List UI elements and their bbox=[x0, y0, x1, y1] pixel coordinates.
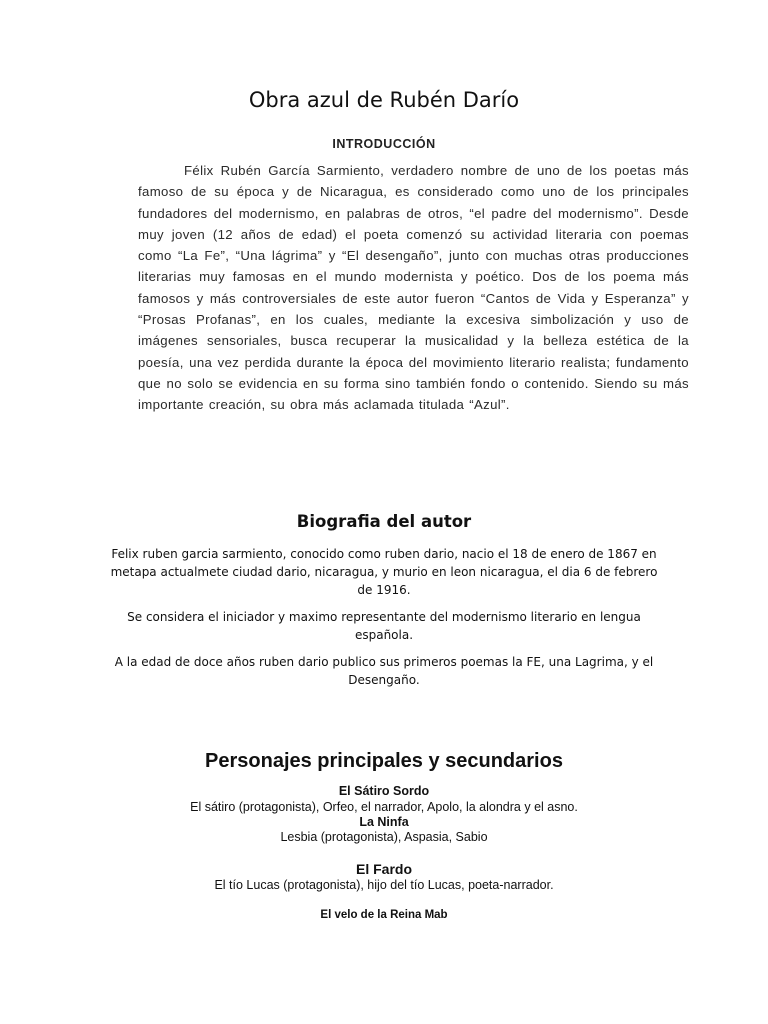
introduction-heading: INTRODUCCIÓN bbox=[332, 137, 436, 151]
work-characters-satiro-sordo: El sátiro (protagonista), Orfeo, el narrador, Apolo, la alondra y el asno. bbox=[190, 800, 578, 814]
work-title-satiro-sordo: El Sátiro Sordo bbox=[338, 784, 430, 798]
biography-paragraph-birth: Felix ruben garcia sarmiento, conocido como ruben dario, nacio el 18 de enero de 1867 en metapa actualmete ciudad dario, nicaragua, y murio en leon nicaragua, el dia 6 de febrero de 1916. bbox=[110, 547, 658, 597]
work-title-el-fardo: El Fardo bbox=[355, 861, 412, 877]
characters-heading: Personajes principales y secundarios bbox=[205, 750, 563, 772]
work-title-velo-reina-mab: El velo de la Reina Mab bbox=[320, 909, 448, 921]
document-title: Obra azul de Rubén Darío bbox=[248, 88, 520, 112]
work-characters-el-fardo: El tío Lucas (protagonista), hijo del tío Lucas, poeta-narrador. bbox=[214, 878, 554, 892]
biography-heading: Biografia del autor bbox=[296, 512, 472, 531]
work-characters-la-ninfa: Lesbia (protagonista), Aspasia, Sabio bbox=[280, 830, 488, 844]
work-title-la-ninfa: La Ninfa bbox=[359, 815, 409, 829]
biography-paragraph-first-poems: A la edad de doce años ruben dario publico sus primeros poemas la FE, una Lagrima, y el Desengaño. bbox=[114, 655, 654, 687]
biography-paragraph-modernism: Se considera el iniciador y maximo representante del modernismo literario en lengua española. bbox=[127, 610, 641, 642]
introduction-paragraph: Félix Rubén García Sarmiento, verdadero nombre de uno de los poetas más famoso de su época y de Nicaragua, es considerado como uno de los principales fundadores del modernismo, en palabras de otros, “el padre del modernismo”. Desde muy joven (12 años de edad) el poeta comenzó su actividad literaria con poemas como “La Fe”, “Una lágrima” y “El desengaño”, junto con muchas otras producciones literarias muy famosas en el mundo modernista y poético. Dos de los poema más famosos y más controversiales de este autor fueron “Cantos de Vida y Esperanza” y “Prosas Profanas”, en los cuales, mediante la excesiva simbolización y uso de imágenes sensoriales, busca recuperar la musicalidad y la belleza estética de la poesía, una vez perdida durante la época del movimiento literario realista; fundamento que no solo se evidencia en su forma sino también fondo o contenido. Siendo su más importante creación, su obra más aclamada titulada “Azul”. bbox=[138, 163, 689, 413]
